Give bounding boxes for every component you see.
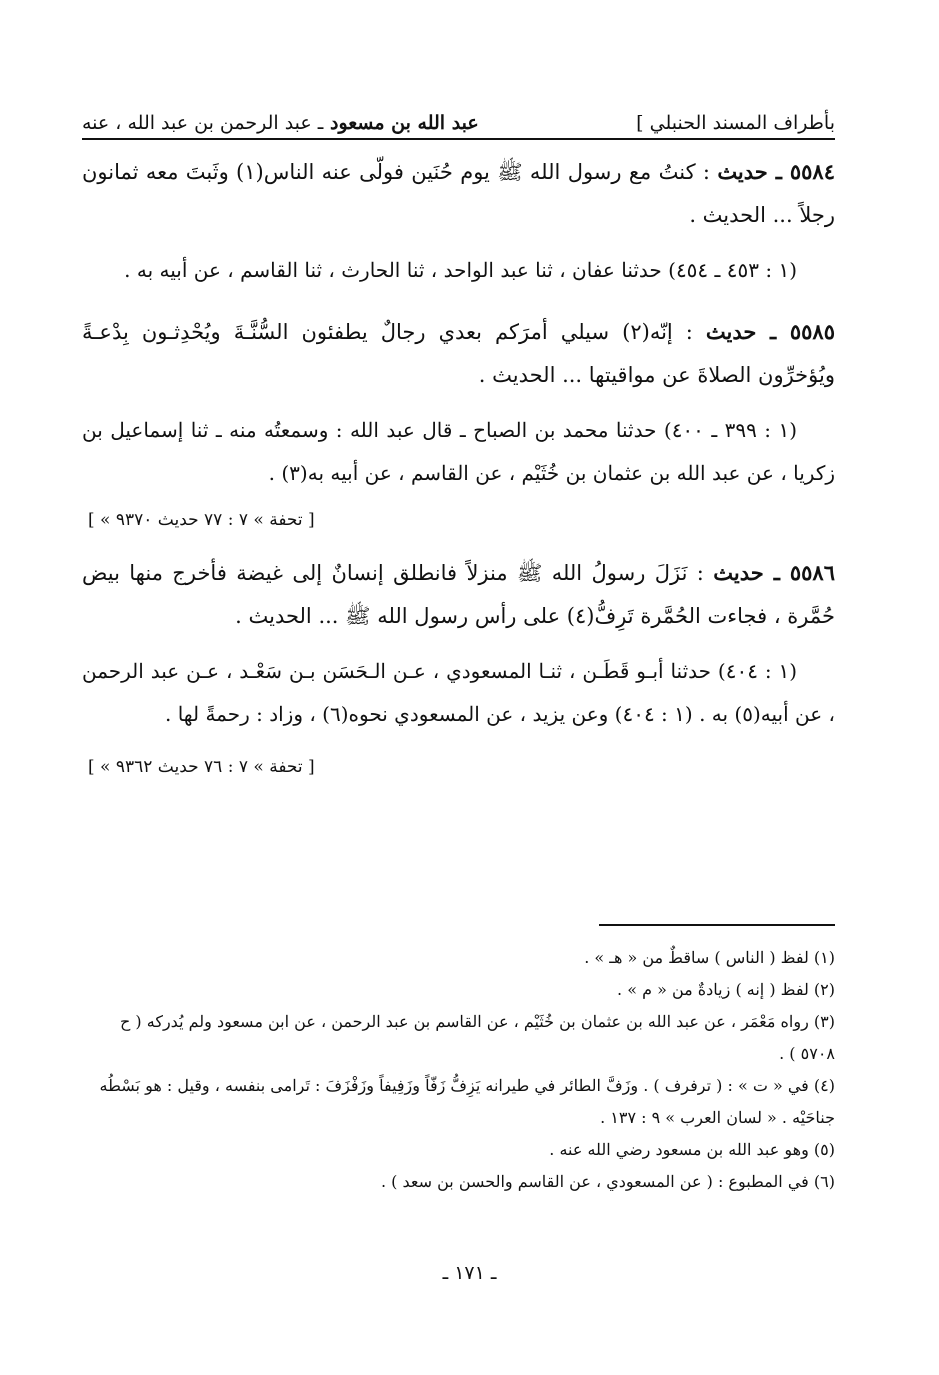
hadith-number: ٥٥٨٦ ـ حديث <box>713 560 835 585</box>
footnote: (٤) في « ت » : ( ترفرف ) . وزَفَّ الطائر في طيرانه يَزِفُّ زَفّاً وزَفِيفاً وزَفْزَفَ : تَرامى بنفسه ، وقيل : هو بَسْطُه جناحَيْه . « لسان العرب » ٩ : ١٣٧ . <box>99 1076 835 1127</box>
tuhfa-reference: [ « تحفة » ٧ : ٧٦ حديث ٩٣٦٢ ] <box>88 757 315 777</box>
hadith-text: : نَزَلَ رسولُ الله ﷺ منزلاً فانطلق إنسانٌ إلى غيضة فأخرج منها بيض حُمَّرة ، فجاءت الحُمَّرة تَرِفُّ(٤) على رأس رسول الله ﷺ ... الحديث . <box>82 561 835 628</box>
hadith-chain: (١ : ٤٠٤) حدثنا أبـو قَطَـن ، ثنـا المسعودي ، عـن الـحَسَن بـن سَعْـد ، عـن عبد الرحمن ، عن أبيه(٥) به . (١ : ٤٠٤) وعن يزيد ، عن المسعودي نحوه(٦) ، وزاد : رحمةً لها . <box>82 659 835 726</box>
footnote-divider <box>599 924 835 926</box>
footnote: (٢) لفظ ( إنه ) زيادةٌ من « م » . <box>617 980 835 999</box>
hadith-entry <box>82 310 835 397</box>
footnote: (٣) رواه مَعْمَر ، عن عبد الله بن عثمان بن خُثَيْم ، عن القاسم بن عبد الرحمن ، عن ابن مسعود ولم يُدركه ( ح ٥٧٠٨ ) . <box>120 1012 835 1063</box>
footnote: (١) لفظ ( الناس ) ساقطٌ من « هـ » . <box>584 948 835 967</box>
hadith-text: : إنّه(٢) سيلي أمرَكم بعدي رجالٌ يطفئون السُّنَّـةَ ويُحْدِثـون بِدْعـةً ويُؤخرِّون الصلاةَ عن مواقيتها ... الحديث . <box>82 320 835 387</box>
header-companion-name: عبد الله بن مسعود <box>329 112 479 134</box>
footnote: (٦) في المطبوع : ( عن المسعودي ، عن القاسم والحسن بن سعد ) . <box>381 1172 835 1191</box>
hadith-chain: (١ : ٤٥٣ ـ ٤٥٤) حدثنا عفان ، ثنا عبد الواحد ، ثنا الحارث ، ثنا القاسم ، عن أبيه به . <box>124 258 797 282</box>
hadith-entry <box>82 551 835 638</box>
footnotes <box>82 942 835 1198</box>
hadith-chain: (١ : ٣٩٩ ـ ٤٠٠) حدثنا محمد بن الصباح ـ قال عبد الله : وسمعتُه منه ـ ثنا إسماعيل بن زكريا ، عن عبد الله بن عثمان بن خُثَيْم ، عن القاسم ، عن أبيه به(٣) . <box>82 418 835 485</box>
main-content <box>82 150 835 780</box>
hadith-entry <box>82 150 835 237</box>
running-header <box>82 96 835 140</box>
footnote: (٥) وهو عبد الله بن مسعود رضي الله عنه . <box>549 1140 835 1159</box>
header-narrator-chain: ـ عبد الرحمن بن عبد الله ، عنه <box>82 112 324 134</box>
tuhfa-reference: [ « تحفة » ٧ : ٧٧ حديث ٩٣٧٠ ] <box>88 510 315 530</box>
page-number: ـ ١٧١ ـ <box>442 1262 497 1284</box>
header-right <box>636 112 835 134</box>
hadith-number: ٥٥٨٥ ـ حديث <box>705 319 835 344</box>
hadith-text: : كنتُ مع رسول الله ﷺ يوم حُنَين فولّى عنه الناس(١) وثَبتَ معه ثمانون رجلاً ... الحديث . <box>82 160 835 227</box>
header-middle <box>82 112 479 134</box>
header-left-text: بأطراف المسند الحنبلي ] <box>636 112 835 134</box>
hadith-number: ٥٥٨٤ ـ حديث <box>717 159 835 184</box>
